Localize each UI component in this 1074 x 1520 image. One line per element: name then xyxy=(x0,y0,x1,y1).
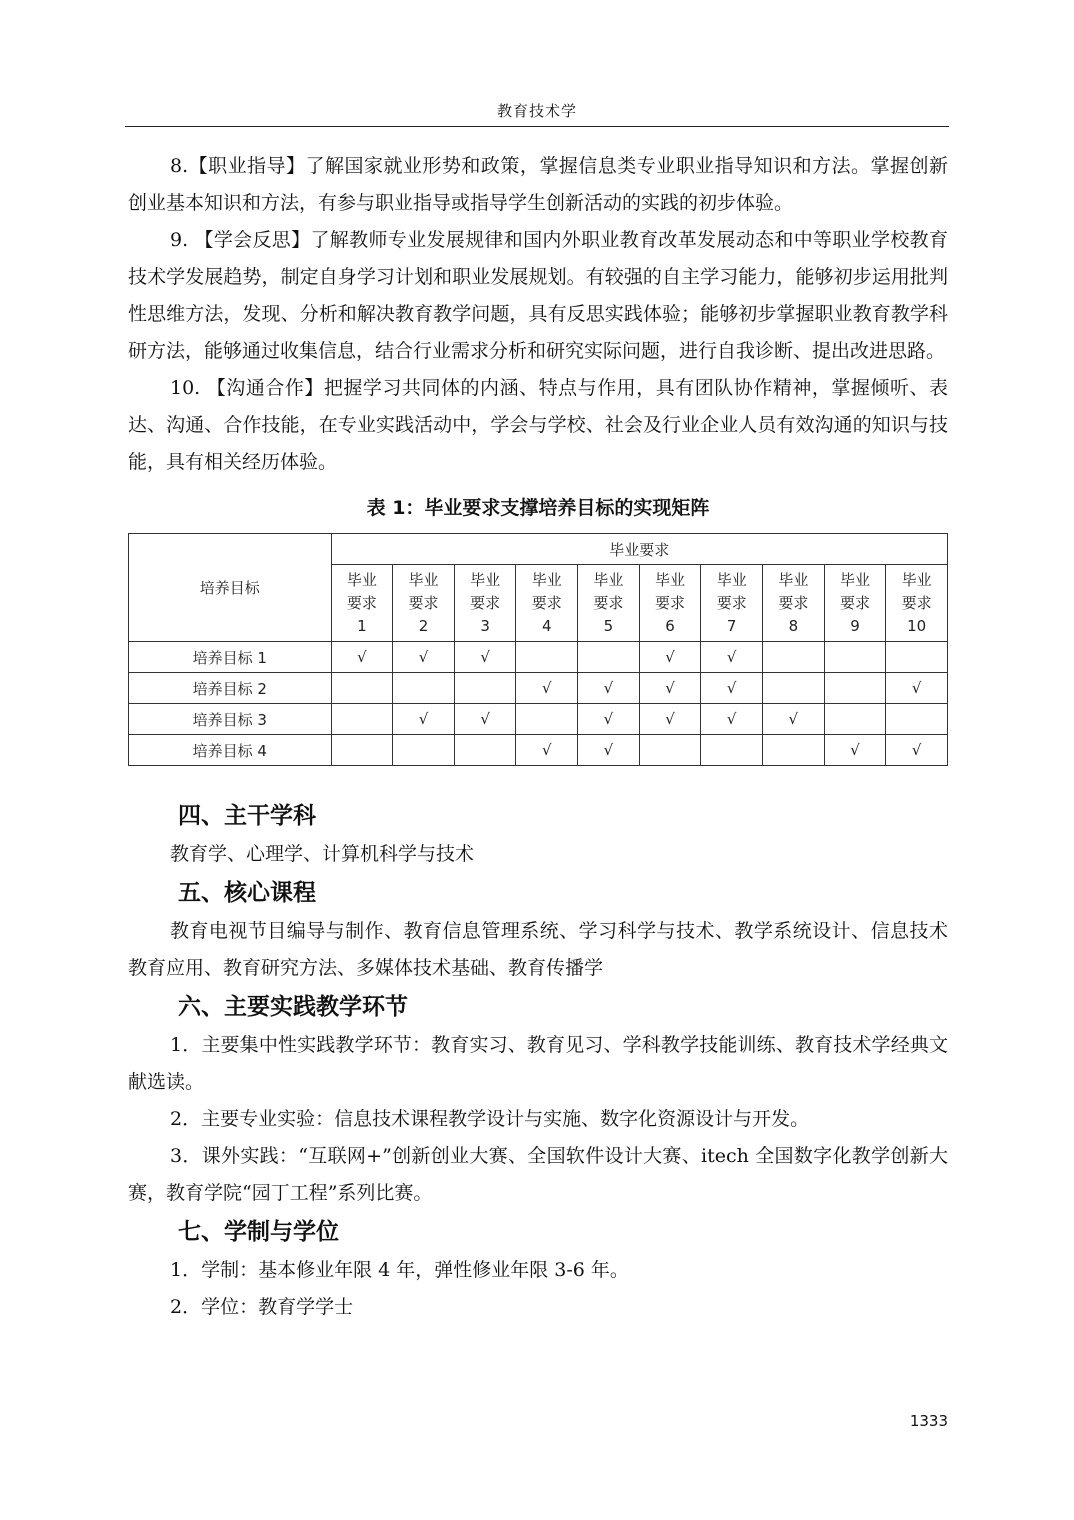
check-cell: √ xyxy=(639,673,701,704)
section-paragraph: 2．学位：教育学学士 xyxy=(170,1296,354,1318)
requirement-header-line: 要求 xyxy=(716,593,747,612)
requirement-column-header xyxy=(639,565,701,642)
requirement-column-header xyxy=(331,565,393,642)
check-cell xyxy=(331,704,393,735)
requirement-header-line: 毕业 xyxy=(346,570,377,589)
paragraph-career-guidance: 8.【职业指导】了解国家就业形势和政策，掌握信息类专业职业指导知识和方法。掌握创新创业基本知识和方法，有参与职业指导或指导学生创新活动的实践的初步体验。 xyxy=(128,155,948,214)
requirements-matrix-table xyxy=(128,533,948,766)
requirement-column-header xyxy=(763,565,825,642)
requirement-header-line: 2 xyxy=(418,616,429,635)
requirement-column-header xyxy=(578,565,640,642)
requirement-header-line: 3 xyxy=(480,616,490,635)
section-paragraph: 2．主要专业实验：信息技术课程教学设计与实施、数字化资源设计与开发。 xyxy=(170,1108,810,1130)
table-caption: 表 1：毕业要求支撑培养目标的实现矩阵 xyxy=(366,497,710,519)
header-title: 教育技术学 xyxy=(496,102,577,120)
page-number: 1333 xyxy=(909,1412,948,1430)
requirement-header-line: 要求 xyxy=(593,593,624,612)
requirement-header-line: 要求 xyxy=(778,593,809,612)
requirement-header-line: 毕业 xyxy=(655,570,686,589)
check-cell: √ xyxy=(701,673,763,704)
check-cell xyxy=(516,642,578,673)
check-cell xyxy=(824,704,886,735)
requirement-header-line: 要求 xyxy=(655,593,686,612)
check-cell: √ xyxy=(639,704,701,735)
requirement-column-header xyxy=(886,565,948,642)
requirement-header-line: 9 xyxy=(850,616,860,635)
section-paragraph: 3．课外实践：“互联网+”创新创业大赛、全国软件设计大赛、itech 全国数字化教学创新大赛，教育学院“园丁工程”系列比赛。 xyxy=(128,1145,948,1204)
requirement-header-line: 要求 xyxy=(470,593,501,612)
requirement-header-line: 毕业 xyxy=(716,570,747,589)
table-row xyxy=(129,673,948,704)
goal-cell: 培养目标 3 xyxy=(129,704,332,735)
check-cell: √ xyxy=(578,673,640,704)
requirement-header-line: 7 xyxy=(726,616,737,635)
paragraph-communication: 10. 【沟通合作】把握学习共同体的内涵、特点与作用，具有团队协作精神，掌握倾听、表达、沟通、合作技能，在专业实践活动中，学会与学校、社会及行业企业人员有效沟通的知识与技能，具有相关经历体验。 xyxy=(128,377,948,473)
check-cell: √ xyxy=(578,704,640,735)
requirement-column-header xyxy=(516,565,578,642)
requirement-column-header xyxy=(393,565,455,642)
goal-cell: 培养目标 4 xyxy=(129,735,332,766)
check-cell: √ xyxy=(393,704,455,735)
check-cell: √ xyxy=(578,735,640,766)
requirements-header-cell: 毕业要求 xyxy=(331,534,947,565)
check-cell: √ xyxy=(886,673,948,704)
page-content xyxy=(128,148,948,1326)
check-cell: √ xyxy=(516,735,578,766)
requirement-header-line: 要求 xyxy=(408,593,439,612)
requirement-header-line: 10 xyxy=(907,616,927,635)
check-cell xyxy=(701,735,763,766)
check-cell xyxy=(886,704,948,735)
requirement-header-line: 8 xyxy=(788,616,799,635)
requirement-column-header xyxy=(701,565,763,642)
section-title: 六、主要实践教学环节 xyxy=(178,994,408,1020)
requirement-column-header xyxy=(454,565,516,642)
goal-cell: 培养目标 2 xyxy=(129,673,332,704)
requirement-header-line: 要求 xyxy=(531,593,562,612)
section-title: 四、主干学科 xyxy=(178,803,316,829)
table-row xyxy=(129,642,948,673)
check-cell: √ xyxy=(701,704,763,735)
check-cell xyxy=(331,735,393,766)
requirement-column-header xyxy=(824,565,886,642)
check-cell xyxy=(516,704,578,735)
paragraph-reflection: 9. 【学会反思】了解教师专业发展规律和国内外职业教育改革发展动态和中等职业学校教育技术学发展趋势，制定自身学习计划和职业发展规划。有较强的自主学习能力，能够初步运用批判性思维方法，发现、分析和解决教育教学问题，具有反思实践体验；能够初步掌握职业教育教学科研方法，能够通过收集信息，结合行业需求分析和研究实际问题，进行自我诊断、提出改进思路。 xyxy=(128,229,948,362)
check-cell: √ xyxy=(454,642,516,673)
requirement-header-line: 4 xyxy=(542,616,552,635)
check-cell xyxy=(393,673,455,704)
sections-container xyxy=(128,796,948,1326)
requirement-header-line: 5 xyxy=(603,616,614,635)
section-title: 七、学制与学位 xyxy=(178,1219,339,1245)
check-cell: √ xyxy=(824,735,886,766)
check-cell: √ xyxy=(516,673,578,704)
requirement-header-line: 6 xyxy=(665,616,675,635)
requirement-header-line: 毕业 xyxy=(531,570,562,589)
check-cell xyxy=(824,642,886,673)
check-cell: √ xyxy=(393,642,455,673)
check-cell xyxy=(824,673,886,704)
check-cell: √ xyxy=(886,735,948,766)
table-row xyxy=(129,735,948,766)
check-cell xyxy=(454,673,516,704)
check-cell: √ xyxy=(454,704,516,735)
requirement-header-line: 毕业 xyxy=(593,570,624,589)
goal-header-cell: 培养目标 xyxy=(129,534,332,642)
section-paragraph: 教育电视节目编导与制作、教育信息管理系统、学习科学与技术、教学系统设计、信息技术教育应用、教育研究方法、多媒体技术基础、教育传播学 xyxy=(128,920,948,979)
requirement-header-line: 毕业 xyxy=(839,570,870,589)
section-paragraph: 1．主要集中性实践教学环节：教育实习、教育见习、学科教学技能训练、教育技术学经典文献选读。 xyxy=(128,1034,948,1093)
requirement-header-line: 毕业 xyxy=(408,570,439,589)
check-cell xyxy=(331,673,393,704)
check-cell xyxy=(454,735,516,766)
requirement-header-line: 1 xyxy=(357,616,367,635)
check-cell xyxy=(886,642,948,673)
table-row xyxy=(129,704,948,735)
requirement-header-line: 要求 xyxy=(839,593,870,612)
goal-cell: 培养目标 1 xyxy=(129,642,332,673)
table-header-row xyxy=(129,534,948,565)
check-cell xyxy=(639,735,701,766)
requirement-header-line: 毕业 xyxy=(778,570,809,589)
requirement-header-line: 要求 xyxy=(901,593,932,612)
check-cell xyxy=(393,735,455,766)
check-cell xyxy=(763,642,825,673)
check-cell: √ xyxy=(639,642,701,673)
requirement-header-line: 要求 xyxy=(346,593,377,612)
check-cell: √ xyxy=(701,642,763,673)
section-paragraph: 教育学、心理学、计算机科学与技术 xyxy=(170,843,475,865)
check-cell xyxy=(578,642,640,673)
requirement-header-line: 毕业 xyxy=(470,570,501,589)
check-cell: √ xyxy=(331,642,393,673)
check-cell xyxy=(763,735,825,766)
check-cell xyxy=(763,673,825,704)
section-title: 五、核心课程 xyxy=(178,880,316,906)
page-header xyxy=(125,100,949,127)
check-cell: √ xyxy=(763,704,825,735)
section-paragraph: 1．学制：基本修业年限 4 年，弹性修业年限 3-6 年。 xyxy=(170,1259,629,1281)
requirement-header-line: 毕业 xyxy=(901,570,932,589)
